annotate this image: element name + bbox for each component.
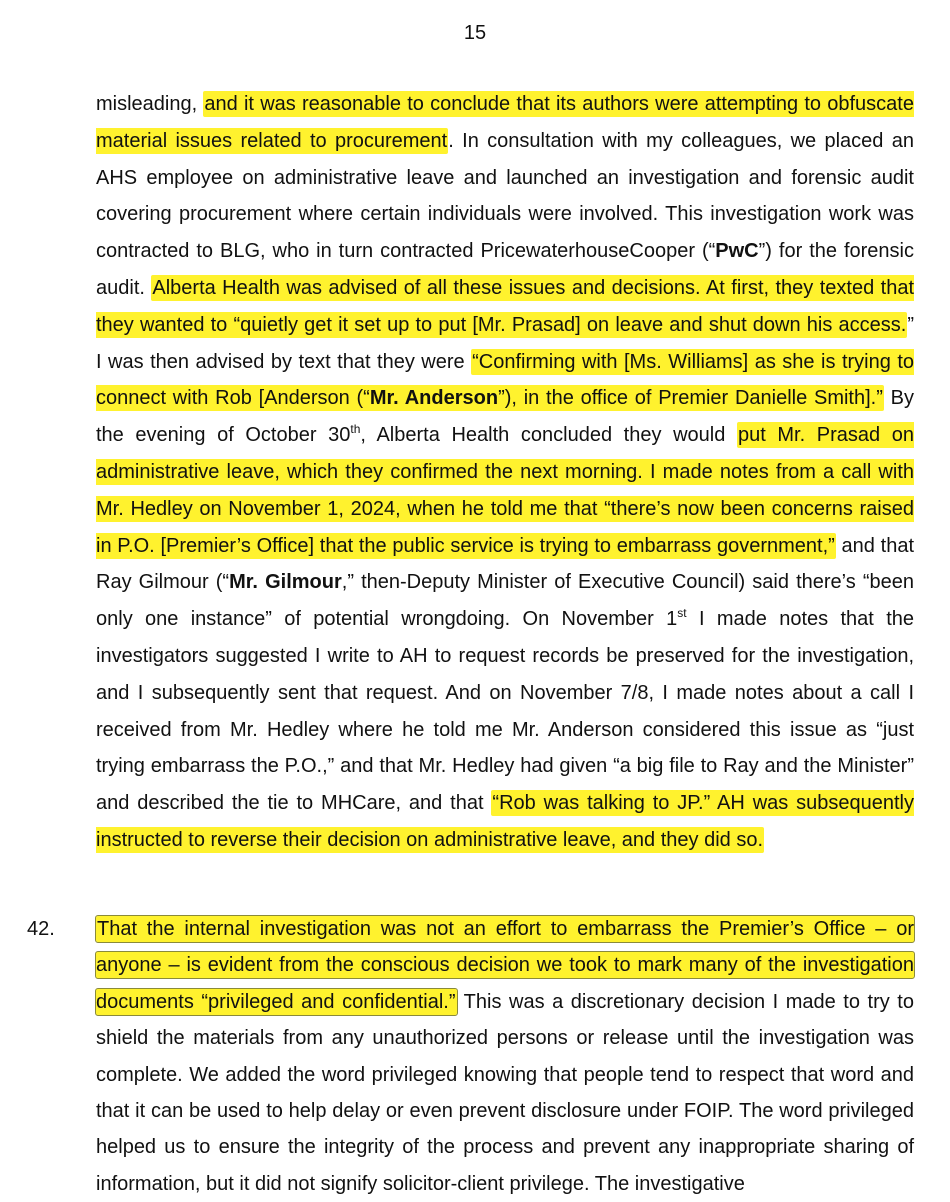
superscript: st: [677, 606, 687, 621]
highlighted-text: and it was reasonable to conclude that its authors were attempting to obfuscate material issues related to procurement: [96, 93, 914, 152]
paragraph-42: [96, 911, 914, 1202]
highlighted-text: That the internal investigation was not an effort to embarrass the Premier’s Office – or anyone – is evident from the conscious decision we took to mark many of the investigation documents “privileged and confidential.”: [96, 918, 914, 1013]
bold-defined-term: PwC: [715, 240, 759, 263]
paragraph-number: 42.: [27, 918, 55, 940]
paragraph-41-continued: [96, 86, 914, 859]
highlighted-text: put Mr. Prasad on administrative leave, which they confirmed the next morning. I made notes from a call with Mr. Hedley on November 1, 2024, when he told me that “there’s now been concerns raised in P.O. [Premier’s Office] that the public service is trying to embarrass government,”: [96, 424, 914, 557]
bold-defined-term: Mr. Gilmour: [229, 571, 342, 594]
highlighted-text: Alberta Health was advised of all these issues and decisions. At first, they texted that they wanted to “quietly get it set up to put [Mr. Prasad] on leave and shut down his access.: [96, 276, 915, 336]
highlighted-text-part: ”), in the office of Premier Danielle Smith].”: [498, 387, 883, 410]
text-segment: This was a discretionary decision I made to try to shield the materials from any unauthorized persons or release until the investigation was complete. We added the word privileged knowing that people tend to respect that word and that it can be used to help delay or even prevent disclosure under FOIP. The word privileged helped us to ensure the integrity of the process and prevent any inappropriate sharing of information, but it did not signify solicitor-client privilege. The investigative: [96, 990, 914, 1195]
text-segment: misleading,: [96, 93, 204, 115]
superscript: th: [350, 422, 361, 437]
text-segment: ” I was then advised by text that they were: [96, 313, 914, 373]
text-segment: , Alberta Health concluded they would: [360, 424, 737, 447]
text-segment: and that Ray Gilmour (“: [96, 534, 915, 594]
text-segment: ,” then-Deputy Minister of Executive Council) said there’s “been only one instance” of potential wrongdoing. On November 1: [96, 571, 914, 631]
page-number: 15: [463, 22, 487, 44]
text-segment: I made notes that the investigators suggested I write to AH to request records be preserved for the investigation, and I subsequently sent that request. And on November 7/8, I made notes about a call I received from Mr. Hedley where he told me Mr. Anderson considered this issue as “just trying embarrass the P.O.,” and that Mr. Hedley had given “a big file to Ray and the Minister” and described the tie to MHCare, and that: [96, 608, 914, 815]
highlighted-text-part: “Confirming with [Ms. Williams] as she is trying to connect with Rob [Anderson (“: [96, 350, 914, 410]
text-segment: . In consultation with my colleagues, we placed an AHS employee on administrative leave and launched an investigation and forensic audit covering procurement where certain individuals were involved. This investigation work was contracted to BLG, who in turn contracted PricewaterhouseCooper (“: [96, 129, 915, 263]
text-segment: By the evening of October 30: [96, 387, 914, 447]
highlighted-text: “Rob was talking to JP.” AH was subsequently instructed to reverse their decision on administrative leave, and they did so.: [96, 792, 914, 851]
bold-defined-term: Mr. Anderson: [369, 387, 499, 410]
text-segment: ”) for the forensic audit.: [96, 240, 914, 299]
